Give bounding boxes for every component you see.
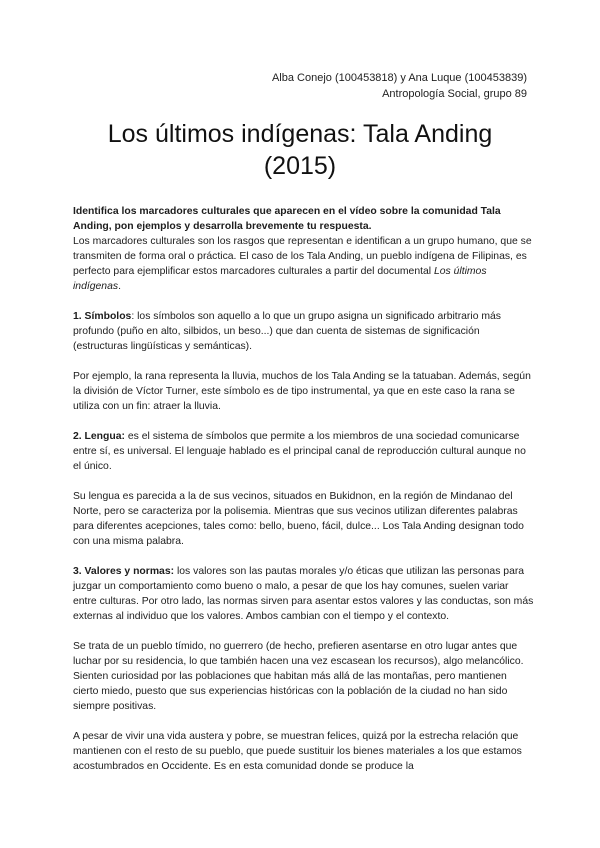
page-header [272,70,527,102]
symbols-text: : los símbolos son aquello a lo que un grupo asigna un significado arbitrario más profundo (puño en alto, silbidos, un beso...) que dan cuenta de sistemas de significación (estructuras lingüísticas y semánticas). [73,311,501,352]
document-body [73,204,535,774]
intro-text: Los marcadores culturales son los rasgos que representan e identifican a un grupo humano, que se transmiten de forma oral o práctica. El caso de los Tala Anding, un pueblo indígena de Filipinas, es perfecto para ejemplificar estos marcadores culturales a partir del documental [73,236,532,277]
values-example-1: Se trata de un pueblo tímido, no guerrero (de hecho, prefieren asentarse en otro lugar antes que luchar por su residencia, lo que también hacen una vez escasean los recursos), algo melancólico. Sienten curiosidad por las poblaciones que habitan más allá de las montañas, pero mantienen cierto miedo, puesto que sus experiencias históricas con la población de la ciudad no han sido siempre positivas. [73,641,524,712]
intro-end: . [118,281,121,292]
title-line-2: (2015) [263,152,337,180]
document-title [60,118,540,182]
intro-paragraph [73,234,535,294]
symbols-heading: 1. Símbolos [73,311,132,322]
title-line-1: Los últimos indígenas: Tala Anding [107,120,493,148]
values-example-2: A pesar de vivir una vida austera y pobre, se muestran felices, quizá por la estrecha relación que mantienen con el resto de su pueblo, que puede sustituir los bienes materiales a los que estamos acostumbrados en Occidente. Es en esta comunidad donde se produce la [73,731,522,772]
language-paragraph [73,429,535,474]
language-text: es el sistema de símbolos que permite a los miembros de una sociedad comunicarse entre sí, es universal. El lenguaje hablado es el principal canal de reproducción cultural aunque no el único. [73,431,526,472]
symbols-paragraph [73,309,535,354]
authors-line: Alba Conejo (100453818) y Ana Luque (100453839) [271,72,527,84]
values-paragraph [73,564,535,624]
course-line: Antropología Social, grupo 89 [382,88,527,100]
documentary-title: Los últimos indígenas [73,266,487,292]
language-heading: 2. Lengua: [73,431,125,442]
values-heading: 3. Valores y normas: [73,566,175,577]
symbols-example: Por ejemplo, la rana representa la lluvia, muchos de los Tala Anding se la tatuaban. Además, según la división de Víctor Turner, este símbolo es de tipo instrumental, ya que en este caso la rana se utiliza con un fin: atraer la lluvia. [73,371,531,412]
values-text: los valores son las pautas morales y/o éticas que utilizan las personas para juzgar un comportamiento como bueno o malo, a pesar de que los hay comunes, suelen variar entre culturas. Por otro lado, las normas sirven para asentar estos valores y las conductas, son más externas al individuo que los valores. Ambos cambian con el tiempo y el contexto. [73,566,534,622]
question-prompt: Identifica los marcadores culturales que aparecen en el vídeo sobre la comunidad Tala Anding, pon ejemplos y desarrolla brevemente tu respuesta. [73,206,501,232]
language-example: Su lengua es parecida a la de sus vecinos, situados en Bukidnon, en la región de Mindanao del Norte, pero se caracteriza por la polisemia. Mientras que sus vecinos utilizan diferentes palabras para diferentes acepciones, tales como: bello, bueno, fácil, dulce... Los Tala Anding designan todo con una misma palabra. [73,491,524,547]
